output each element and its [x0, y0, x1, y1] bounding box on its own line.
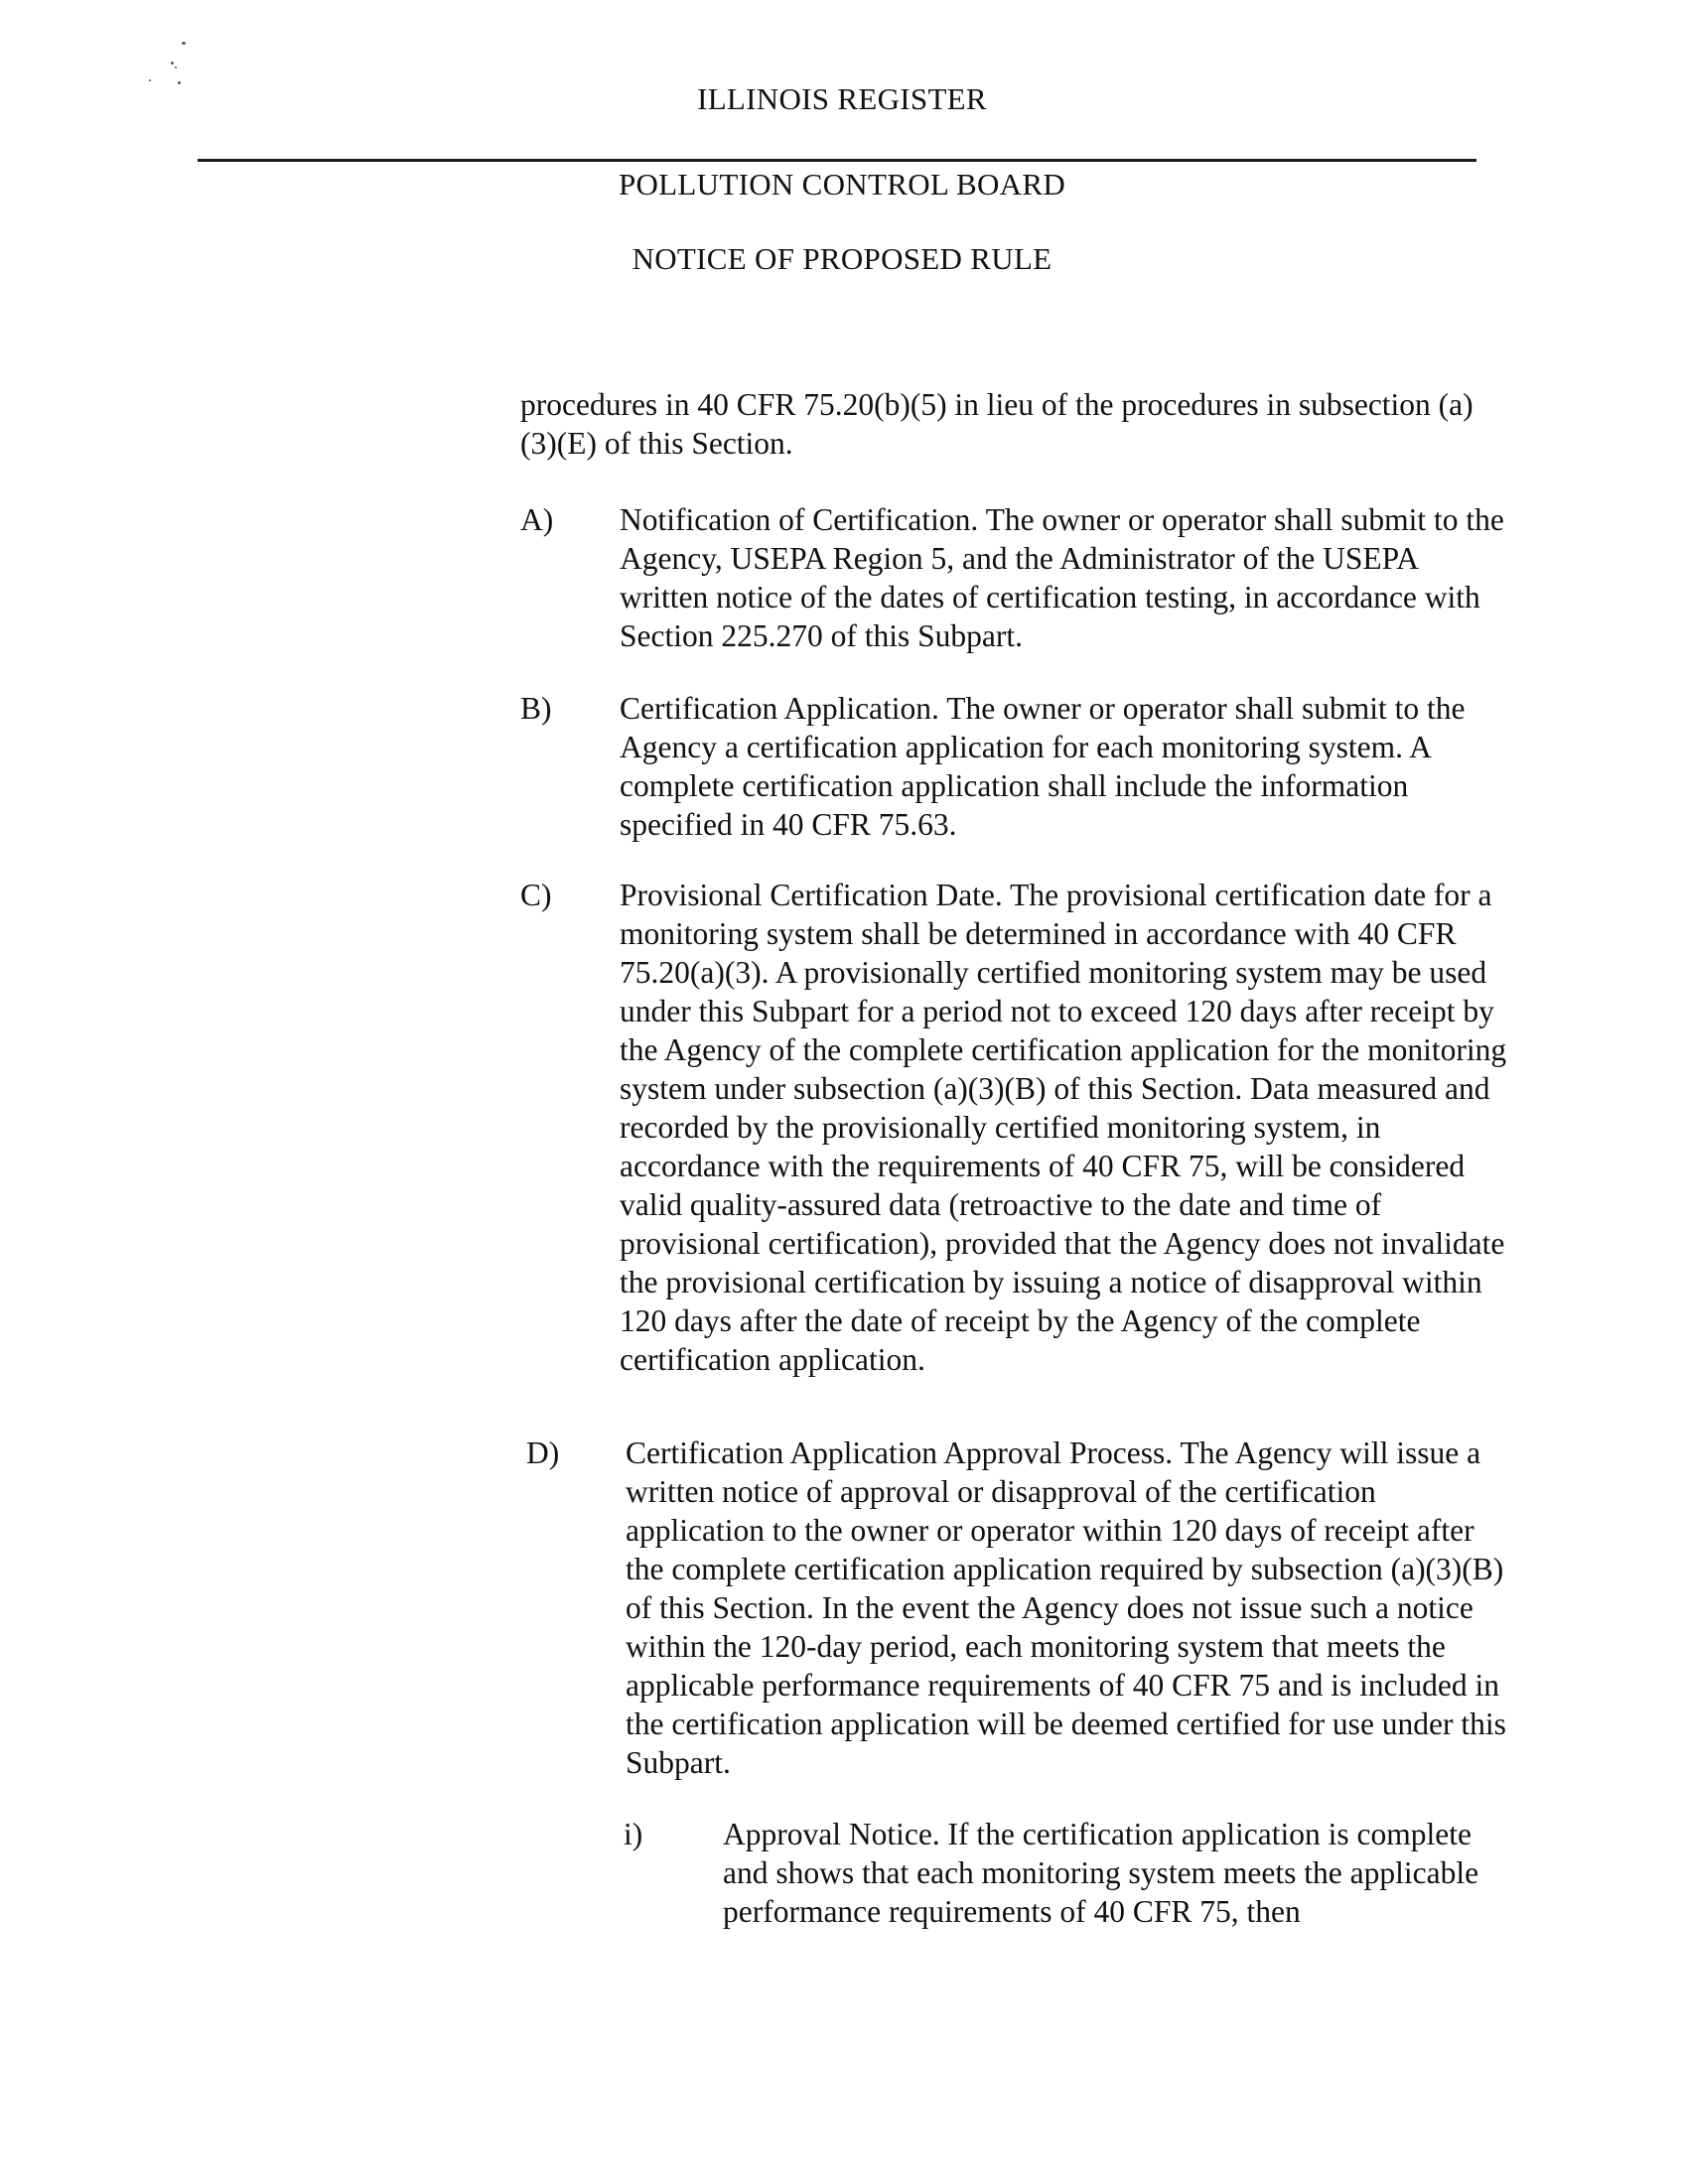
item-marker: D): [526, 1435, 560, 1470]
notice-title: NOTICE OF PROPOSED RULE: [632, 241, 1052, 276]
item-marker: C): [520, 878, 552, 912]
item-marker: B): [520, 691, 552, 726]
item-text: Approval Notice. If the certification application is complete and shows that each monitoring system meets the applicable performance requirements of 40 CFR 75, then: [723, 1817, 1479, 1929]
intro-paragraph: procedures in 40 CFR 75.20(b)(5) in lieu of the procedures in subsection (a)(3)(E) of this Section.: [520, 387, 1474, 461]
item-marker: i): [624, 1817, 643, 1851]
item-text: Certification Application. The owner or operator shall submit to the Agency a certification application for each monitoring system. A complete certification application shall include the information specified in 40 CFR 75.63.: [620, 691, 1466, 842]
register-title: ILLINOIS REGISTER: [697, 81, 987, 116]
item-text: Certification Application Approval Process. The Agency will issue a written notice of approval or disapproval of the certification application to the owner or operator within 120 days of receipt after the complete certification application required by subsection (a)(3)(B) of this Section. In the event the Agency does not issue such a notice within the 120-day period, each monitoring system that meets the applicable performance requirements of 40 CFR 75 and is included in the certification application will be deemed certified for use under this Subpart.: [626, 1435, 1506, 1780]
item-text: Provisional Certification Date. The provisional certification date for a monitoring system shall be determined in accordance with 40 CFR 75.20(a)(3). A provisionally certified monitoring system may be used under this Subpart for a period not to exceed 120 days after receipt by the Agency of the complete certification application for the monitoring system under subsection (a)(3)(B) of this Section. Data measured and recorded by the provisionally certified monitoring system, in accordance with the requirements of 40 CFR 75, will be considered valid quality-assured data (retroactive to the date and time of provisional certification), provided that the Agency does not invalidate the provisional certification by issuing a notice of disapproval within 120 days after the date of receipt by the Agency of the complete certification application.: [620, 878, 1507, 1377]
board-name: POLLUTION CONTROL BOARD: [618, 167, 1066, 202]
item-text: Notification of Certification. The owner or operator shall submit to the Agency, USEPA Region 5, and the Administrator of the USEPA written notice of the dates of certification testing, in accordance with Section 225.270 of this Subpart.: [620, 502, 1504, 653]
item-marker: A): [520, 502, 554, 537]
header-rule: [198, 159, 1476, 162]
